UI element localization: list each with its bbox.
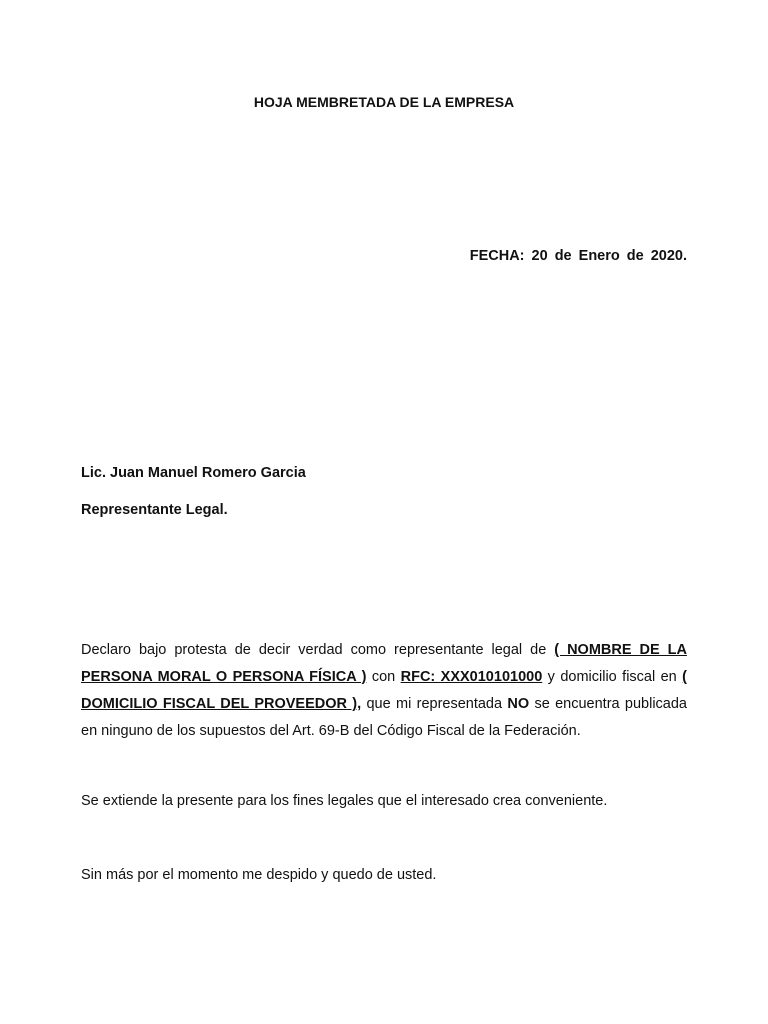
letterhead-title: HOJA MEMBRETADA DE LA EMPRESA: [253, 94, 515, 110]
closing-paragraph: Sin más por el momento me despido y quedo de usted.: [81, 867, 437, 883]
signer-role: Representante Legal.: [81, 502, 228, 518]
declaration-intro: Declaro bajo protesta de decir verdad como representante legal de: [81, 642, 555, 658]
negation-word: NO: [507, 696, 530, 712]
company-name-placeholder: ( NOMBRE DE LA PERSONA MORAL O PERSONA FÍSICA ): [81, 642, 687, 685]
date-line: FECHA: 20 de Enero de 2020.: [469, 248, 687, 264]
signer-name: Lic. Juan Manuel Romero Garcia: [81, 465, 306, 481]
declaration-paragraph: [81, 637, 687, 745]
declaration-domicile-text: y domicilio fiscal en: [542, 669, 683, 685]
rfc-value: RFC: XXX010101000: [400, 669, 543, 685]
declaration-represented-text: que mi representada: [361, 696, 508, 712]
declaration-closing-text: se encuentra publicada en ninguno de los supuestos del Art. 69-B del Código Fiscal de la Federación.: [81, 696, 687, 739]
domicile-placeholder: ( DOMICILIO FISCAL DEL PROVEEDOR ),: [81, 669, 688, 712]
extend-paragraph: Se extiende la presente para los fines legales que el interesado crea conveniente.: [81, 793, 608, 809]
declaration-con: con: [366, 669, 401, 685]
